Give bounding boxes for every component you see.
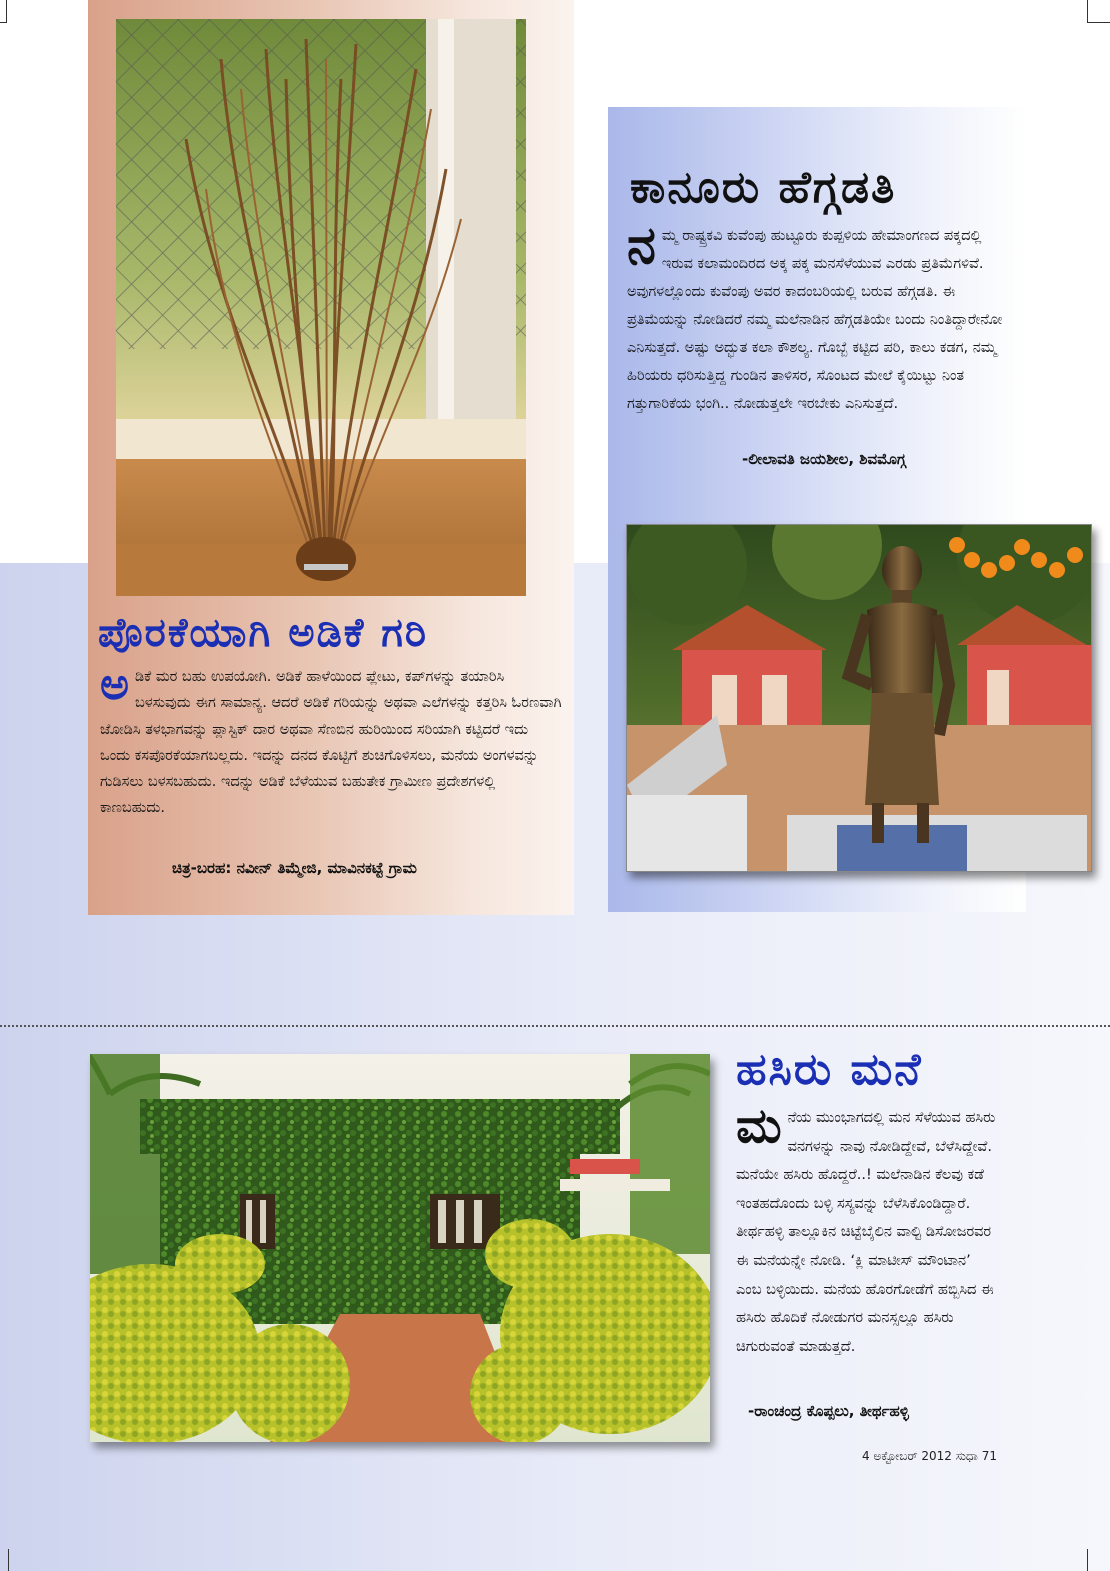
statue-photo [626,524,1092,872]
broom-story-body [100,659,562,822]
crop-mark-bottom-left [0,1549,9,1571]
broom-story-title: ಪೊರಕೆಯಾಗಿ ಅಡಿಕೆ ಗರಿ [98,610,429,656]
greenhouse-story-title: ಹಸಿರು ಮನೆ [736,1044,923,1095]
greenhouse-story-credit: -ರಾಂಚಂದ್ರ ಕೊಪ್ಪಲು, ತೀರ್ಥಹಳ್ಳಿ [748,1402,909,1420]
greenhouse-story-dropcap: ಮ [736,1098,782,1154]
statue-story-body [627,216,1013,418]
statue-story-credit: -ಲೀಲಾವತಿ ಜಯಶೀಲ, ಶಿವಮೊಗ್ಗ [742,450,906,468]
broom-photo [116,19,526,596]
crop-mark-top-left [0,0,7,23]
broom-story-dropcap: ಅ [100,659,129,710]
green-house-photo [90,1054,710,1442]
section-divider [0,1025,1110,1027]
broom-story-body-text: ಡಿಕೆ ಮರ ಬಹು ಉಪಯೋಗಿ. ಅಡಿಕೆ ಹಾಳೆಯಿಂದ ಪ್ಲೇಟು, ಕಪ್‌ಗಳನ್ನು ತಯಾರಿಸಿ ಬಳಸುವುದು ಈಗ ಸಾಮಾನ್ಯ. ಆದರೆ ಅಡಿಕೆ ಗರಿಯನ್ನು ಅಥವಾ ಎಲೆಗಳನ್ನು ಕತ್ತರಿಸಿ ಓರಣವಾಗಿ ಜೋಡಿಸಿ ತಳಭಾಗವನ್ನು ಪ್ಲಾಸ್ಟಿಕ್ ದಾರ ಅಥವಾ ಸೆಣಬಿನ ಹುರಿಯಿಂದ ಸರಿಯಾಗಿ ಕಟ್ಟಿದರೆ ಇದು ಒಂದು ಕಸಪೊರಕೆಯಾಗಬಲ್ಲದು. ಇದನ್ನು ದನದ ಕೊಟ್ಟಿಗೆ ಶುಚಿಗೊಳಿಸಲು, ಮನೆಯ ಅಂಗಳವನ್ನು ಗುಡಿಸಲು ಬಳಸಬಹುದು. ಇದನ್ನು ಅಡಿಕೆ ಬೆಳೆಯುವ ಬಹುತೇಕ ಗ್ರಾಮೀಣ ಪ್ರದೇಶಗಳಲ್ಲಿ ಕಾಣಬಹುದು. [100,669,562,817]
broom-story-credit: ಚಿತ್ರ-ಬರಹ: ನವೀನ್ ತಿಮ್ಮೇಜಿ, ಮಾವಿನಕಟ್ಟೆ ಗ್ರಾಮ [172,859,417,877]
page-footer: 4 ಅಕ್ಟೋಬರ್ 2012 ಸುಧಾ 71 [862,1449,998,1463]
crop-mark-bottom-right [1087,1549,1110,1571]
crop-mark-top-right [1087,0,1110,23]
statue-story-dropcap: ನ [627,216,656,276]
greenhouse-story-body [736,1098,998,1361]
greenhouse-story-body-text: ನೆಯ ಮುಂಭಾಗದಲ್ಲಿ ಮನ ಸೆಳೆಯುವ ಹಸಿರು ವನಗಳನ್ನು ನಾವು ನೋಡಿದ್ದೇವೆ, ಬೆಳೆಸಿದ್ದೇವೆ. ಮನೆಯೇ ಹಸಿರು ಹೊದ್ದರೆ..! ಮಲೆನಾಡಿನ ಕೆಲವು ಕಡೆ ಇಂತಹದೊಂದು ಬಳ್ಳಿ ಸಸ್ಯವನ್ನು ಬೆಳೆಸಿಕೊಂಡಿದ್ದಾರೆ. ತೀರ್ಥಹಳ್ಳಿ ತಾಲ್ಲೂಕಿನ ಚಿಟ್ಟೆಬೈಲಿನ ವಾಲ್ಟಿ ಡಿಸೋಜರವರ ಈ ಮನೆಯನ್ನೇ ನೋಡಿ. ‘ಕ್ಲಿ ಮಾಟೀಸ್ ಮೌಂಟಾನ’ ಎಂಬ ಬಳ್ಳಿಯಿದು. ಮನೆಯ ಹೊರಗೋಡೆಗೆ ಹಬ್ಬಿಸಿದ ಈ ಹಸಿರು ಹೊದಿಕೆ ನೋಡುಗರ ಮನಸ್ಸಲ್ಲೂ ಹಸಿರು ಚಿಗುರುವಂತೆ ಮಾಡುತ್ತದೆ. [736,1110,996,1355]
statue-story-body-text: ಮ್ಮ ರಾಷ್ಟ್ರಕವಿ ಕುವೆಂಪು ಹುಟ್ಟೂರು ಕುಪ್ಪಳಿಯ ಹೇಮಾಂಗಣದ ಪಕ್ಕದಲ್ಲಿ ಇರುವ ಕಲಾಮಂದಿರದ ಅಕ್ಕ ಪಕ್ಕ ಮನಸೆಳೆಯುವ ಎರಡು ಪ್ರತಿಮೆಗಳಿವೆ. ಅವುಗಳಲ್ಲೊಂದು ಕುವೆಂಪು ಅವರ ಕಾದಂಬರಿಯಲ್ಲಿ ಬರುವ ಹೆಗ್ಗಡತಿ. ಈ ಪ್ರತಿಮೆಯನ್ನು ನೋಡಿದರೆ ನಮ್ಮ ಮಲೆನಾಡಿನ ಹೆಗ್ಗಡತಿಯೇ ಬಂದು ನಿಂತಿದ್ದಾರೇನೋ ಎನಿಸುತ್ತದೆ. ಅಷ್ಟು ಅದ್ಭುತ ಕಲಾ ಕೌಶಲ್ಯ. ಗೊಬ್ಬೆ ಕಟ್ಟಿದ ಪರಿ, ಕಾಲು ಕಡಗ, ನಮ್ಮ ಹಿರಿಯರು ಧರಿಸುತ್ತಿದ್ದ ಗುಂಡಿನ ತಾಳಿಸರ, ಸೊಂಟದ ಮೇಲೆ ಕೈಯಿಟ್ಟು ನಿಂತ ಗತ್ತುಗಾರಿಕೆಯ ಭಂಗಿ.. ನೋಡುತ್ತಲೇ ಇರಬೇಕು ಎನಿಸುತ್ತದೆ. [627,228,1003,412]
statue-story-title: ಕಾನೂರು ಹೆಗ್ಗಡತಿ [630,162,897,213]
